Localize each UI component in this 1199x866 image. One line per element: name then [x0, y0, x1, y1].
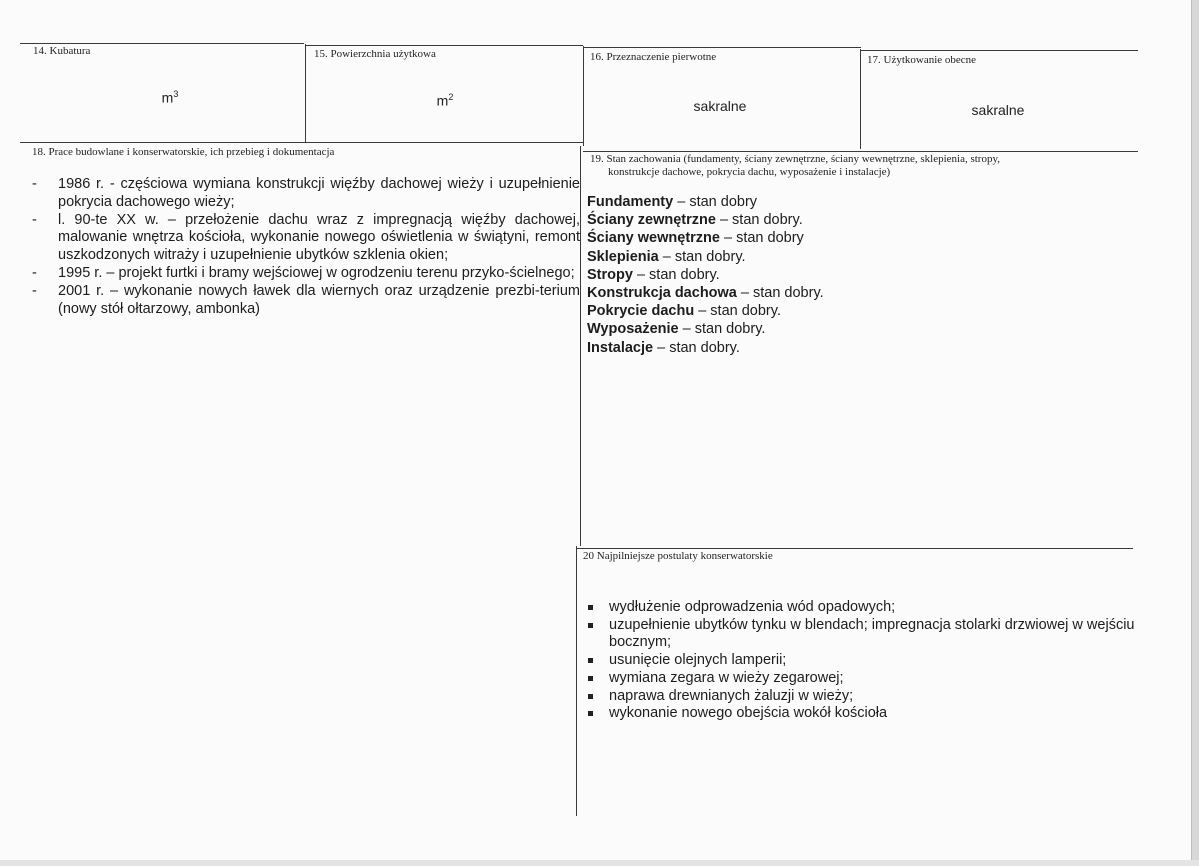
rule-v-15 — [305, 44, 306, 142]
powierzchnia-label: 15. Powierzchnia użytkowa — [314, 48, 436, 60]
rule-v-main-lower — [576, 546, 577, 816]
prace-item: - 1986 r. - częściowa wymiana konstrukcji więźby dachowej wieży i uzupełnienie pokrycia dachowego wieży; — [32, 176, 580, 210]
postulat-item: wydłużenie odprowadzenia wód opadowych; — [585, 599, 1140, 617]
stan-item: Konstrukcja dachowa – stan dobry. — [587, 285, 824, 302]
stan-item: Wyposażenie – stan dobry. — [587, 321, 766, 338]
dash-marker: - — [32, 176, 37, 192]
postulat-item: wykonanie nowego obejścia wokół kościoła — [585, 705, 1140, 723]
rule-top-20 — [577, 548, 1133, 549]
rule-top-18 — [20, 142, 583, 143]
rule-v-16 — [583, 46, 584, 146]
przeznaczenie-label: 16. Przeznaczenie pierwotne — [590, 51, 717, 63]
prace-label: 18. Prace budowlane i konserwatorskie, ich przebieg i dokumentacja — [32, 146, 335, 158]
dash-marker: - — [32, 211, 37, 228]
stan-item: Instalacje – stan dobry. — [587, 339, 740, 356]
prace-list — [32, 176, 580, 318]
kubatura-value: $m^3$ — [161, 89, 179, 106]
square-bullet-icon — [588, 623, 593, 628]
stan-label: 19. Stan zachowania (fundamenty, ściany zewnętrzne, ściany wewnętrzne, sklepienia, stropy, — [590, 153, 1001, 165]
przeznaczenie-value: sakralne — [693, 98, 747, 114]
stan-item: Fundamenty – stan dobry — [587, 194, 758, 210]
powierzchnia-value: $m^2$ — [436, 92, 454, 109]
rule-v-17 — [860, 49, 861, 149]
stan-item: Pokrycie dachu – stan dobry. — [587, 303, 781, 320]
prace-item: - 2001 r. – wykonanie nowych ławek dla wiernych oraz urządzenie prezbi-terium (nowy stół ołtarzowy, ambonka) — [32, 282, 580, 317]
stan-item: Sklepienia – stan dobry. — [587, 248, 746, 265]
uzytkowanie-value: sakralne — [971, 102, 1025, 118]
dash-marker: - — [32, 282, 37, 299]
prace-item: - 1995 r. – projekt furtki i bramy wejściowej w ogrodzeniu terenu przyko-ścielnego; — [32, 264, 575, 281]
square-bullet-icon — [588, 605, 593, 610]
scan-edge-bottom — [0, 860, 1199, 866]
square-bullet-icon — [588, 711, 593, 716]
uzytkowanie-label: 17. Użytkowanie obecne — [867, 54, 977, 66]
postulat-item: naprawa drewnianych żaluzji w wieży; — [585, 688, 1140, 706]
scan-edge-right — [1191, 0, 1199, 866]
prace-item: - l. 90-te XX w. – przełożenie dachu wraz z impregnacją więźby dachowej, malowanie wnętrza kościoła, wykonanie nowego oświetlenia w świątyni, remont uszkodzonych witraży i uzupełnienie ubytków szklenia okien; — [32, 211, 580, 264]
postulat-item: usunięcie olejnych lamperii; — [585, 652, 1140, 670]
rule-top-14 — [20, 43, 304, 44]
postulaty-list — [585, 599, 1140, 723]
rule-top-15 — [305, 45, 583, 46]
rule-top-19 — [583, 151, 1138, 152]
postulaty-label: 20 Najpilniejsze postulaty konserwatorskie — [583, 550, 773, 562]
kubatura-label: 14. Kubatura — [33, 45, 91, 57]
postulat-item: uzupełnienie ubytków tynku w blendach; impregnacja stolarki drzwiowej w wejściu bocznym; — [585, 617, 1140, 652]
rule-top-16 — [583, 47, 861, 48]
stan-item: Stropy – stan dobry. — [587, 266, 720, 283]
rule-v-main-upper — [580, 146, 581, 546]
postulat-item: wymiana zegara w wieży zegarowej; — [585, 670, 1140, 688]
stan-list — [587, 193, 1007, 357]
stan-item: Ściany zewnętrzne – stan dobry. — [587, 212, 803, 229]
stan-item: Ściany wewnętrzne – stan dobry — [587, 230, 804, 247]
dash-marker: - — [32, 264, 37, 281]
stan-label-line2: konstrukcje dachowe, pokrycia dachu, wyposażenie i instalacje) — [608, 166, 891, 178]
rule-top-17 — [860, 50, 1138, 51]
square-bullet-icon — [588, 694, 593, 699]
square-bullet-icon — [588, 676, 593, 681]
square-bullet-icon — [588, 658, 593, 663]
